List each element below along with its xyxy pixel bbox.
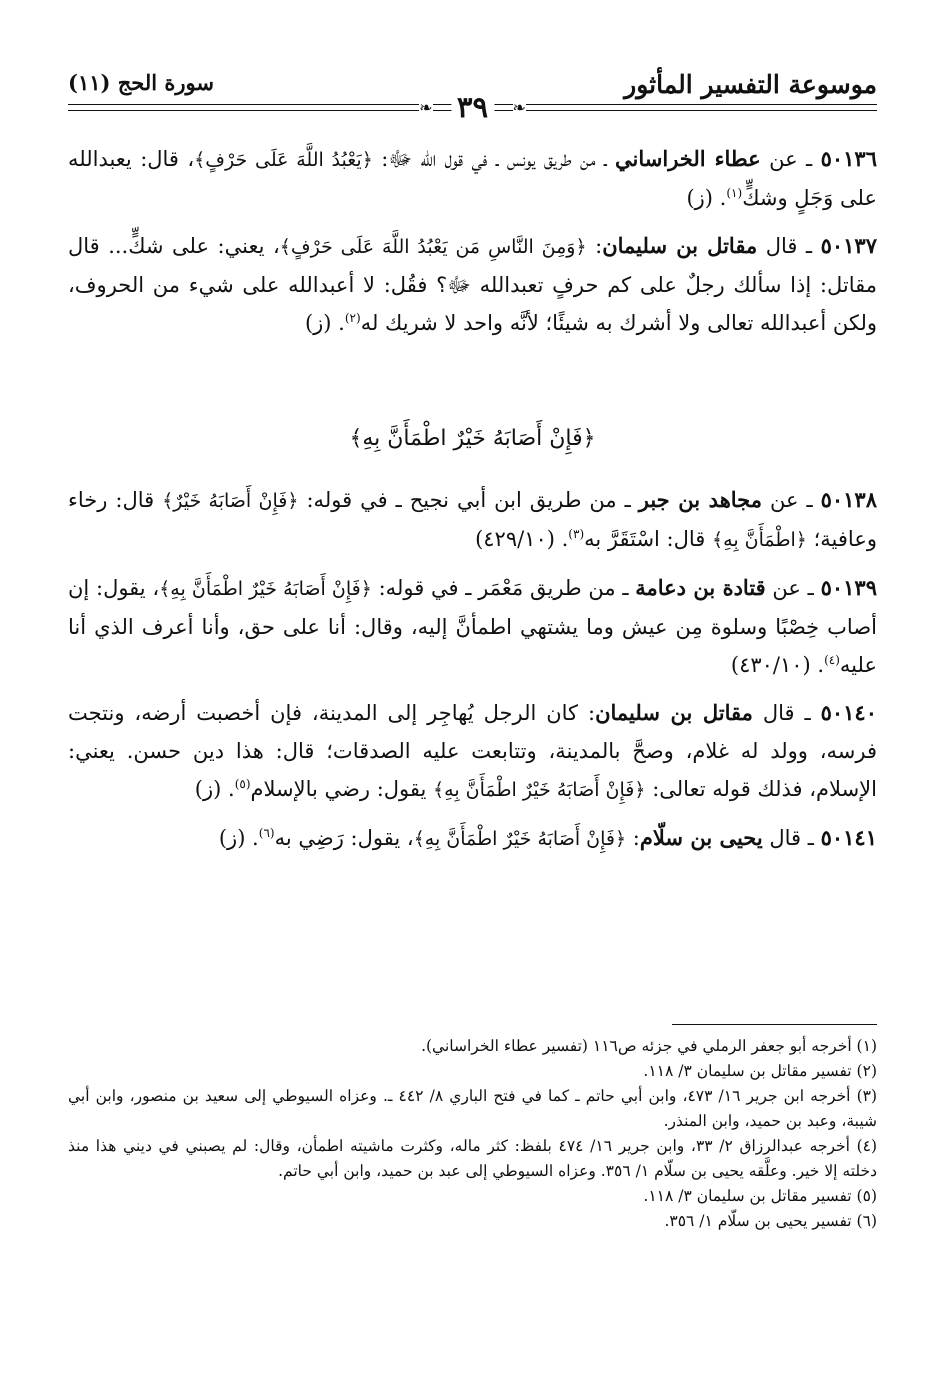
- entry-text: ـ عن: [765, 576, 821, 600]
- entry-text: . (ز): [304, 311, 345, 335]
- footnote-marker: (٦): [258, 826, 275, 840]
- header-ornament-left-icon: ❧: [512, 98, 526, 117]
- narrator-name: مجاهد بن جبر: [638, 487, 762, 512]
- footnote-marker: (٣): [568, 527, 585, 541]
- narrator-name: قتادة بن دعامة: [635, 575, 766, 600]
- footnote-6: (٦) تفسير يحيى بن سلّام ١/ ٣٥٦.: [664, 1212, 877, 1230]
- entry-text: :: [586, 234, 603, 258]
- entry-text: :: [626, 826, 640, 850]
- entry-50136: [68, 140, 877, 217]
- quran-verse: ﴿يَعْبُدُ اللَّهَ عَلَى حَرْفٍ﴾: [194, 149, 373, 171]
- footnote-marker: (٤): [824, 653, 840, 667]
- entry-50139: [68, 569, 877, 684]
- footnotes: [68, 1034, 877, 1234]
- entry-text: ـ من طريق ابن أبي نجيح ـ في قوله:: [298, 488, 639, 512]
- footnote-marker: (٢): [344, 311, 361, 325]
- footnote-4: (٤) أخرجه عبدالرزاق ٢/ ٣٣، وابن جرير ١٦/ ٤٧٤ بلفظ: كثر ماله، وكثرت ماشيته اطمأن، وقال: لم يصبني في ديني هذا منذ دخلته إلا خير. وعلَّقه يحيى بن سلّام ١/ ٣٥٦. وعزاه السيوطي إلى عبد بن حميد، وابن أبي حاتم.: [68, 1137, 878, 1180]
- entry-50140: [68, 694, 877, 809]
- quran-verse: ﴿وَمِنَ النَّاسِ مَن يَعْبُدُ اللَّهَ عَلَى حَرْفٍ﴾: [279, 236, 587, 258]
- entry-text: ـ من طريق مَعْمَر ـ في قوله:: [371, 576, 636, 600]
- entry-text: . (ز): [686, 186, 727, 210]
- entry-number: ٥٠١٤١: [820, 825, 877, 850]
- entry-text: ـ قال: [757, 234, 821, 258]
- footnote-marker: (٥): [234, 777, 251, 791]
- entry-text: ، يعني: على شكٍّ... قال مقاتل: إذا سألك رجلٌ على كم حرفٍ تعبدالله ﷻ؟ فقُل: لا أعبدالله على شيء من الحروف، ولكن أعبدالله تعالى ولا أشرك به شيئًا؛ لأنَّه واحد لا شريك له: [68, 234, 877, 335]
- entry-text: . (٤٢٩/١٠): [475, 527, 569, 551]
- entry-text: ـ عن: [760, 147, 821, 171]
- quran-verse: ﴿فَإِنْ أَصَابَهُ خَيْرٌ اطْمَأَنَّ بِهِ﴾: [159, 578, 372, 600]
- section-heading: ﴿فَإِنْ أَصَابَهُ خَيْرٌ اطْمَأَنَّ بِهِ﴾: [349, 426, 596, 451]
- narrator-name: عطاء الخراساني: [615, 146, 761, 171]
- quran-verse: ﴿فَإِنْ أَصَابَهُ خَيْرٌ﴾: [162, 490, 299, 512]
- entry-text: : كان الرجل يُهاجِر إلى المدينة، فإن أخصبت أرضه، ونتجت فرسه، وولد له غلام، وصحَّ بالمدينة، وتتابعت عليه الصدقات؛ قال: هذا دين حسن. يعني: الإسلام، فذلك قوله تعالى:: [68, 701, 877, 801]
- entry-text: . (ز): [218, 826, 259, 850]
- surah-label: سورة الحج (١١): [68, 70, 214, 95]
- page-body: [68, 140, 877, 868]
- entry-number: ٥٠١٤٠: [820, 700, 877, 725]
- footnote-separator: [672, 1024, 877, 1025]
- footnote-3: (٣) أخرجه ابن جرير ١٦/ ٤٧٣، وابن أبي حاتم ـ كما في فتح الباري ٨/ ٤٤٢ ـ. وعزاه السيوطي إلى سعيد بن منصور، وابن أبي شيبة، وعبد بن حميد، وابن المنذر.: [68, 1087, 878, 1130]
- entry-text: ، يقول: رَضِي به: [274, 826, 414, 850]
- quran-verse: ﴿فَإِنْ أَصَابَهُ خَيْرٌ اطْمَأَنَّ بِهِ﴾: [413, 828, 627, 850]
- entry-50137: [68, 227, 877, 342]
- entry-number: ٥٠١٣٩: [820, 575, 877, 600]
- entry-text: يقول: رضي بالإسلام: [250, 777, 434, 801]
- entry-text: قال: اسْتَقَرَّ به: [584, 527, 713, 551]
- footnote-5: (٥) تفسير مقاتل بن سليمان ٣/ ١١٨.: [643, 1187, 877, 1205]
- quran-verse: ﴿فَإِنْ أَصَابَهُ خَيْرٌ اطْمَأَنَّ بِهِ﴾: [433, 779, 646, 801]
- entry-text: ، قال: يعبدالله على وَجَلٍ وشكٍّ: [68, 147, 877, 210]
- narrator-name: مقاتل بن سليمان: [602, 233, 758, 258]
- header-ornament-right-icon: ❧: [419, 98, 433, 117]
- entry-text: ـ من طريق يونس ـ في قول الله ﷻ:: [372, 147, 616, 171]
- entry-text: ـ قال: [762, 826, 821, 850]
- entry-text: . (ز): [194, 777, 235, 801]
- entry-50138: [68, 481, 877, 559]
- quran-verse: ﴿اطْمَأَنَّ بِهِ﴾: [712, 529, 807, 551]
- entry-text: ـ قال: [752, 701, 821, 725]
- entry-text: قال: رخاء وعافية؛: [68, 488, 877, 551]
- footnote-1: (١) أخرجه أبو جعفر الرملي في جزئه ص١١٦ (تفسير عطاء الخراساني).: [421, 1037, 877, 1055]
- entry-text: ، يقول: إن أصاب خِصْبًا وسلوة مِن عيش وما يشتهي اطمأنَّ إليه، وقال: أنا على حق، وأنا أعرف الذي أنا عليه: [68, 576, 877, 677]
- entry-text: ـ عن: [761, 488, 821, 512]
- entry-number: ٥٠١٣٨: [820, 487, 877, 512]
- running-header: [68, 62, 877, 124]
- entry-number: ٥٠١٣٦: [820, 146, 877, 171]
- page-number: ٣٩: [451, 90, 494, 124]
- book-title: موسوعة التفسير المأثور: [624, 70, 877, 99]
- entry-50141: [68, 819, 877, 858]
- narrator-name: يحيى بن سلّام: [639, 825, 763, 850]
- footnote-2: (٢) تفسير مقاتل بن سليمان ٣/ ١١٨.: [643, 1062, 877, 1080]
- entry-number: ٥٠١٣٧: [820, 233, 877, 258]
- footnote-marker: (١): [726, 186, 743, 200]
- entry-text: . (٤٣٠/١٠): [730, 653, 825, 677]
- narrator-name: مقاتل بن سليمان: [595, 700, 753, 725]
